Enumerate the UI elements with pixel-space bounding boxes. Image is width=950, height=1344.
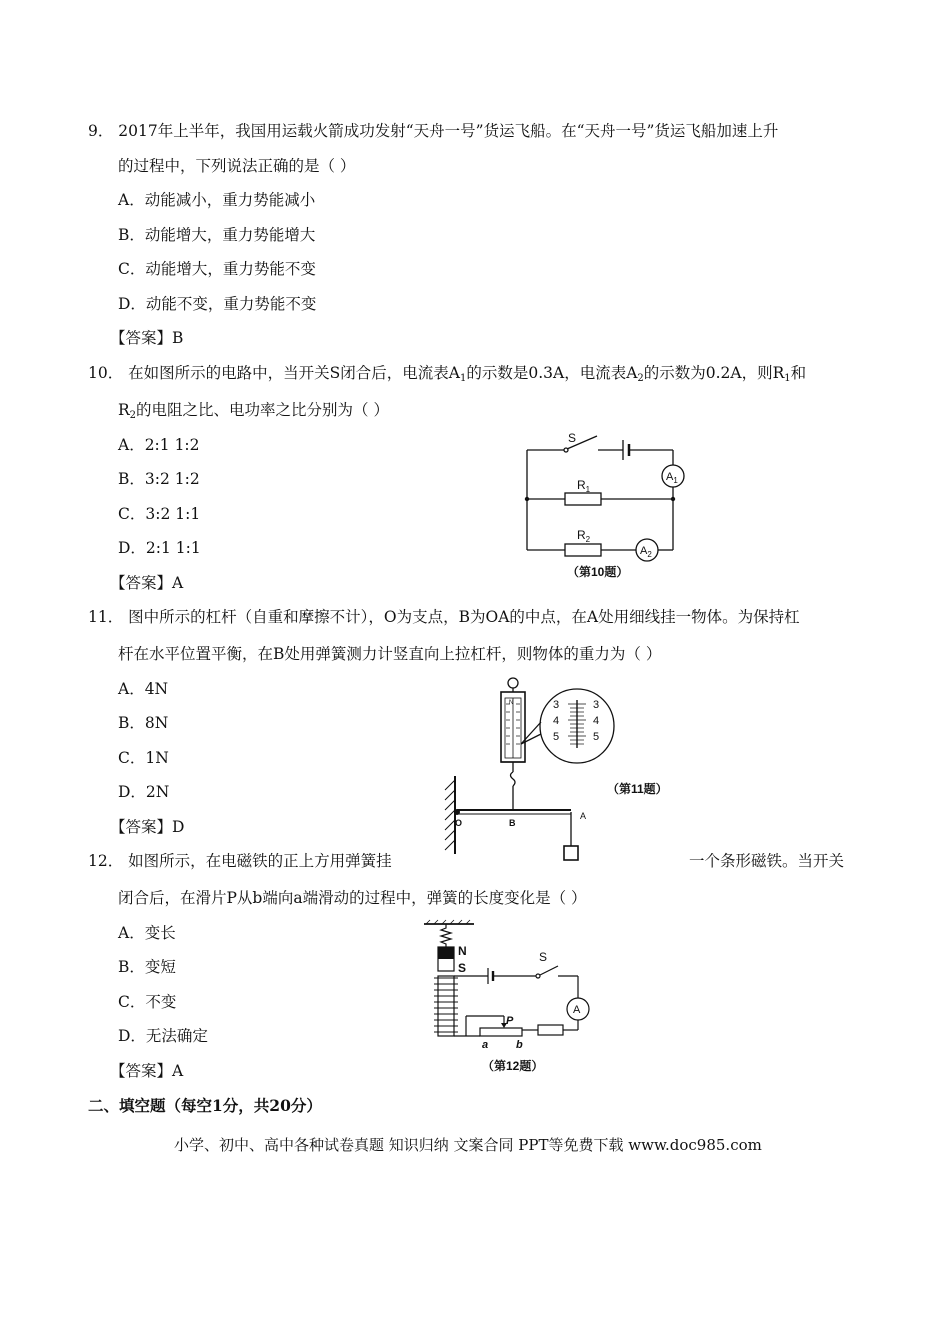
q12-stem-line2: 闭合后，在滑片P从b端向a端滑动的过程中，弹簧的长度变化是（ ）	[118, 889, 587, 907]
q10-option-a: A．2:1 1:2	[118, 436, 200, 454]
q11-fig-scale-3-left: 3	[553, 699, 560, 711]
q9-answer: 【答案】B	[110, 329, 184, 347]
q12-option-c: C．不变	[118, 993, 177, 1011]
q12-fig-caption: （第12题）	[482, 1059, 544, 1073]
q10-answer: 【答案】A	[110, 574, 184, 592]
q12-fig-p-label: P	[506, 1015, 514, 1027]
q12-electromagnet-figure	[418, 920, 598, 1075]
q9-option-b: B．动能增大，重力势能增大	[118, 226, 316, 244]
q11-fig-scale-3-right: 3	[593, 699, 600, 711]
q10-option-d: D．2:1 1:1	[118, 539, 201, 557]
q12-fig-b-end: b	[516, 1039, 523, 1051]
q11-fig-scale-4-left: 4	[553, 715, 560, 727]
q9-option-a: A．动能减小，重力势能减小	[118, 191, 316, 209]
q10-fig-r1-label: $R_1$	[577, 478, 591, 494]
q11-fig-scale-5-left: 5	[553, 731, 560, 743]
q10-stem-line1: 10． 在如图所示的电路中，当开关S闭合后，电流表$A_1$的示数是0.3A，电流表$A_2$的示数为0.2A，则$R_1$和	[88, 364, 807, 384]
q11-fig-n-unit: N	[509, 700, 514, 706]
q9-stem-line1: 9． 2017年上半年，我国用运载火箭成功发射“天舟一号”货运飞船。在“天舟一号”货运飞船加速上升	[88, 122, 779, 140]
q11-fig-o-label: O	[455, 818, 463, 828]
q9-option-d: D．动能不变，重力势能不变	[118, 295, 317, 313]
q12-fig-s-pole: S	[458, 961, 467, 975]
q11-stem-line1: 11． 图中所示的杠杆（自重和摩擦不计），O为支点，B为OA的中点，在A处用细线挂一物体。为保持杠	[88, 608, 800, 626]
q11-option-d: D．2N	[118, 783, 170, 801]
q10-option-c: C．3:2 1:1	[118, 505, 201, 523]
q11-option-b: B．8N	[118, 714, 169, 732]
q11-stem-line2: 杆在水平位置平衡，在B处用弹簧测力计竖直向上拉杠杆，则物体的重力为（ ）	[118, 645, 662, 663]
footer-text: 小学、初中、高中各种试卷真题 知识归纳 文案合同 PPT等免费下载 www.doc985.com	[174, 1136, 762, 1154]
q11-answer: 【答案】D	[110, 818, 185, 836]
q10-fig-switch-label: S	[568, 431, 577, 445]
q9-stem-line2: 的过程中，下列说法正确的是（ ）	[118, 157, 356, 175]
q12-option-b: B．变短	[118, 958, 176, 976]
q11-lever-figure	[435, 676, 675, 866]
q10-fig-caption: （第10题）	[567, 565, 629, 579]
q12-answer: 【答案】A	[110, 1062, 184, 1080]
q10-fig-meter-a2: $A_2$	[640, 545, 652, 559]
q12-fig-a-end: a	[482, 1039, 489, 1051]
q11-fig-b-label: B	[509, 818, 516, 828]
q12-option-d: D．无法确定	[118, 1027, 208, 1045]
q10-circuit-figure	[515, 428, 695, 583]
q10-fig-r2-label: $R_2$	[577, 528, 591, 544]
q10-stem-line2: $R_2$的电阻之比、电功率之比分别为（ ）	[118, 401, 389, 421]
q11-fig-scale-5-right: 5	[593, 731, 600, 743]
q11-fig-caption: （第11题）	[607, 782, 668, 796]
q9-option-c: C．动能增大，重力势能不变	[118, 260, 316, 278]
section-2-heading: 二、填空题（每空1分，共20分）	[88, 1096, 322, 1115]
q11-fig-a-label: A	[580, 811, 587, 821]
q12-fig-ammeter: A	[573, 1004, 581, 1016]
q12-stem-line1a: 12． 如图所示，在电磁铁的正上方用弹簧挂	[88, 852, 392, 870]
q12-fig-n-pole: N	[458, 944, 467, 958]
q12-stem-line1b: 一个条形磁铁。当开关	[689, 852, 845, 870]
q11-option-a: A．4N	[118, 680, 169, 698]
q12-fig-switch-label: S	[539, 950, 548, 964]
q11-fig-scale-4-right: 4	[593, 715, 600, 727]
q10-option-b: B．3:2 1:2	[118, 470, 200, 488]
q11-option-c: C．1N	[118, 749, 169, 767]
q12-option-a: A．变长	[118, 924, 176, 942]
q10-fig-meter-a1: $A_1$	[666, 471, 678, 485]
